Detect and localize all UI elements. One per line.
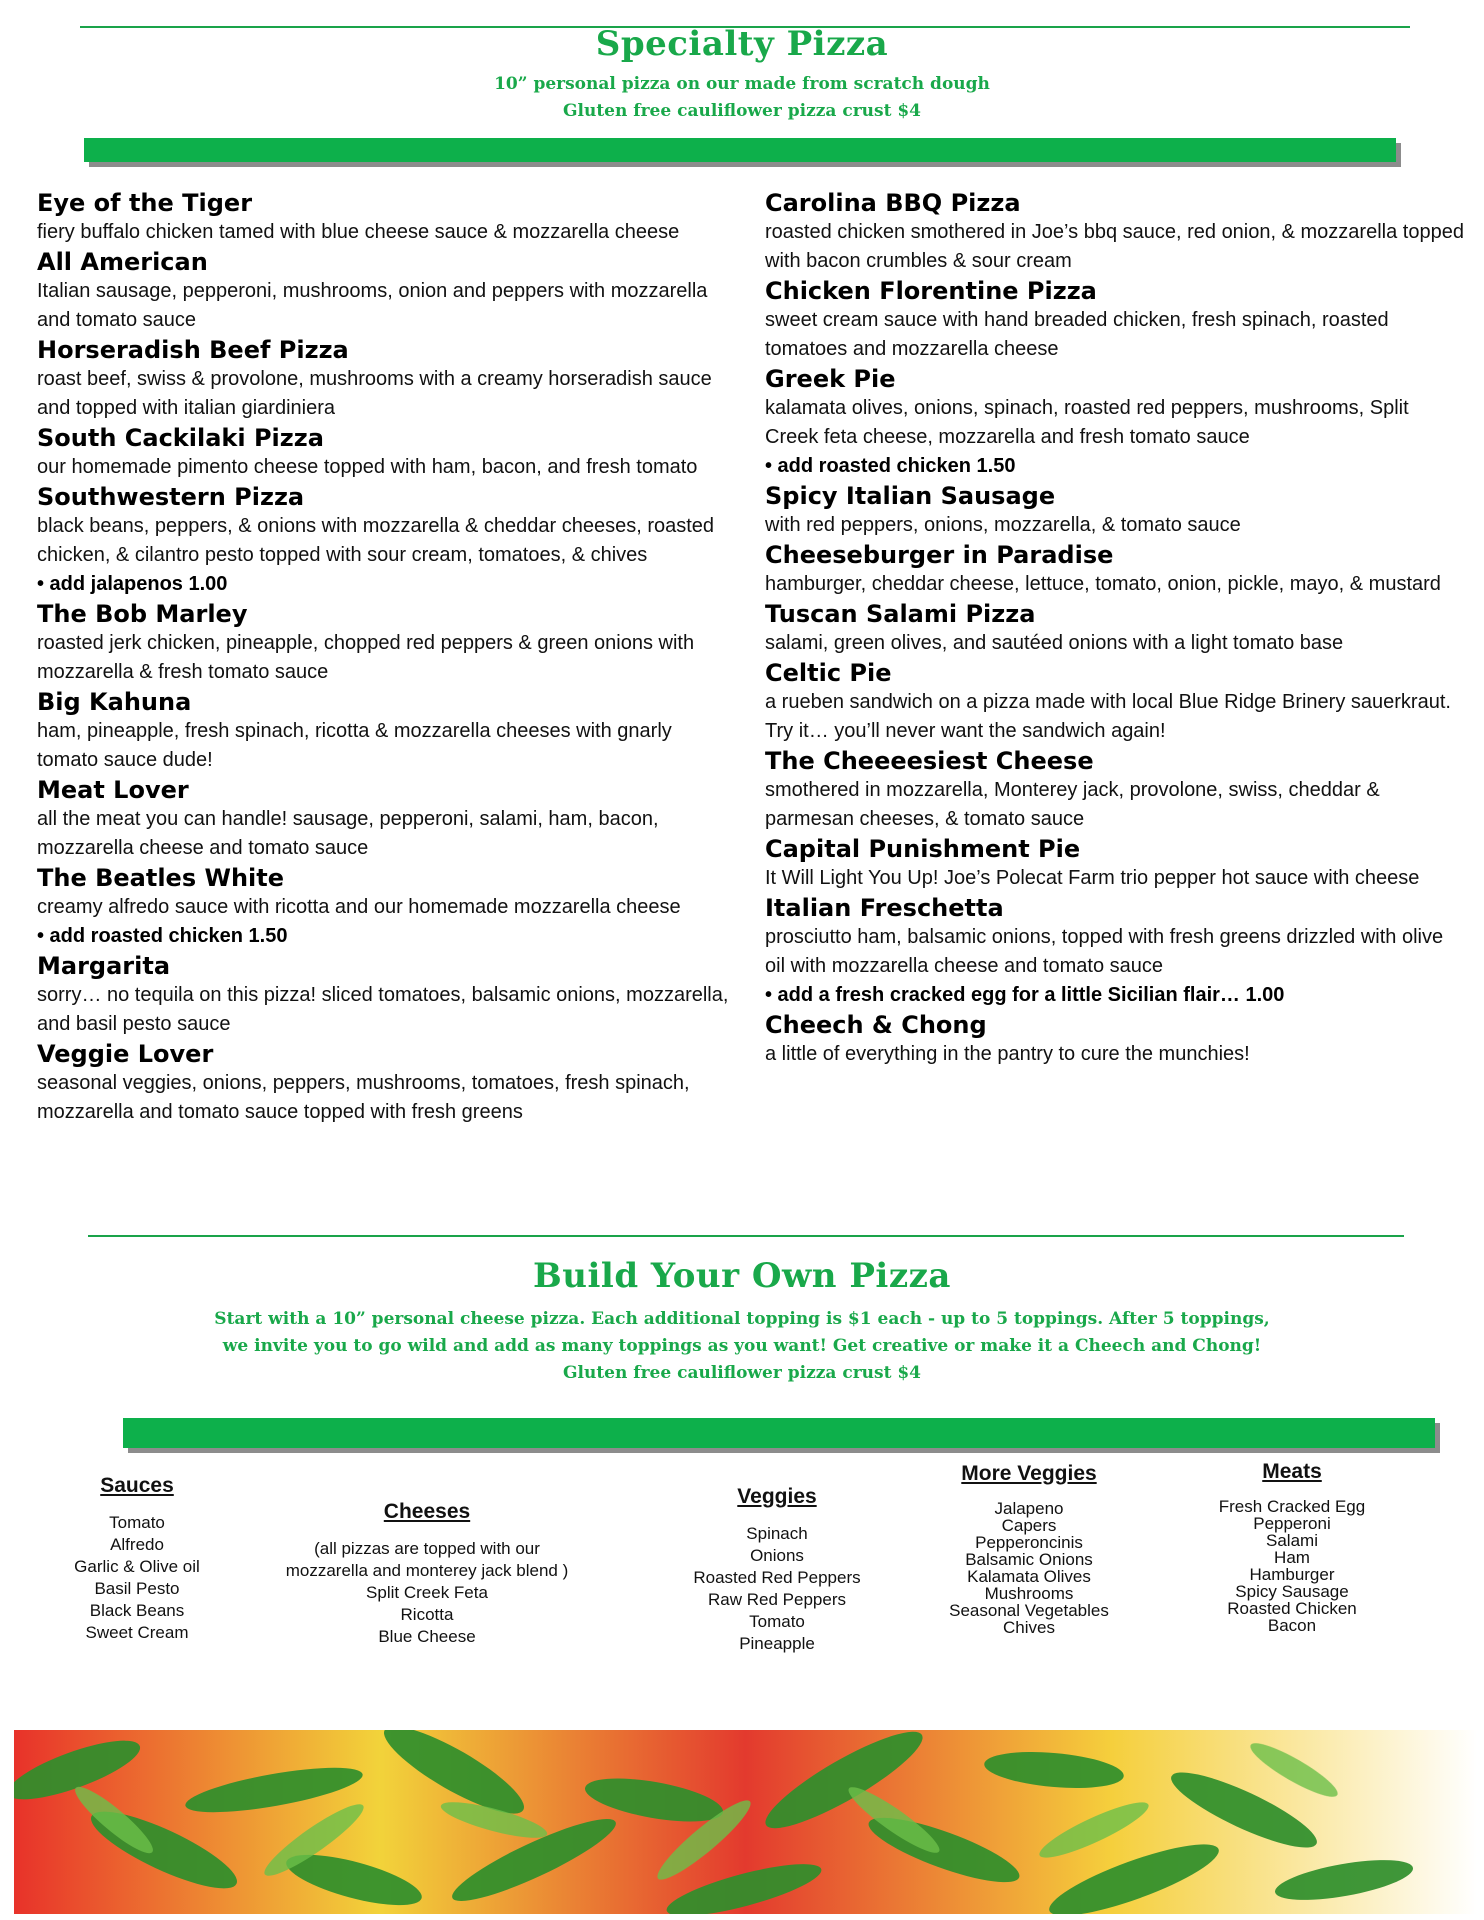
topping-item: Onions <box>750 1546 804 1565</box>
build-title: Build Your Own Pizza <box>533 1256 951 1296</box>
menu-item <box>765 276 1465 364</box>
topping-item: Jalapeno <box>994 1499 1064 1518</box>
topping-item: Spinach <box>746 1524 808 1543</box>
menu-item-name: Southwestern Pizza <box>37 483 305 511</box>
menu-item-name: The Cheeeesiest Cheese <box>765 747 1094 775</box>
menu-item <box>37 247 737 335</box>
menu-item-description: seasonal veggies, onions, peppers, mushrooms, tomatoes, fresh spinach, mozzarella and tomato sauce topped with fresh greens <box>37 1072 690 1123</box>
menu-item-name: Greek Pie <box>765 365 896 393</box>
menu-item-description: black beans, peppers, & onions with mozzarella & cheddar cheeses, roasted chicken, & cilantro pesto topped with sour cream, tomatoes, & chives <box>37 515 715 566</box>
topping-item: Kalamata Olives <box>967 1567 1091 1586</box>
menu-item <box>37 423 737 482</box>
topping-item: Roasted Chicken <box>1227 1599 1357 1618</box>
topping-item: Spicy Sausage <box>1235 1582 1349 1601</box>
topping-item: Pineapple <box>739 1634 815 1653</box>
menu-item <box>765 834 1465 893</box>
topping-item: Chives <box>1003 1618 1055 1637</box>
menu-item-description: roast beef, swiss & provolone, mushrooms with a creamy horseradish sauce and topped with italian giardiniera <box>37 368 712 419</box>
menu-item-description: roasted chicken smothered in Joe’s bbq sauce, red onion, & mozzarella topped with bacon crumbles & sour cream <box>765 221 1464 272</box>
menu-item-name: Big Kahuna <box>37 688 192 716</box>
topping-item: Garlic & Olive oil <box>74 1557 200 1576</box>
menu-item <box>765 599 1465 658</box>
menu-item-description: creamy alfredo sauce with ricotta and our homemade mozzarella cheese <box>37 896 681 918</box>
specialty-green-bar <box>84 138 1396 162</box>
menu-item-description: hamburger, cheddar cheese, lettuce, tomato, onion, pickle, mayo, & mustard <box>765 573 1441 595</box>
topping-item: Tomato <box>749 1612 805 1631</box>
menu-item <box>765 746 1465 834</box>
topping-item: Ham <box>1274 1548 1310 1567</box>
topping-item: Raw Red Peppers <box>708 1590 846 1609</box>
topping-item: Balsamic Onions <box>965 1550 1093 1569</box>
topping-item: Salami <box>1266 1531 1318 1550</box>
menu-item <box>37 188 737 247</box>
menu-item-description: Italian sausage, pepperoni, mushrooms, onion and peppers with mozzarella and tomato sauce <box>37 280 708 331</box>
topping-item: Black Beans <box>89 1601 185 1620</box>
menu-item-name: Veggie Lover <box>37 1040 214 1068</box>
menu-item-description: all the meat you can handle! sausage, pepperoni, salami, ham, bacon, mozzarella cheese and tomato sauce <box>37 808 659 859</box>
menu-item-name: Meat Lover <box>37 776 189 804</box>
topping-item: Blue Cheese <box>378 1627 476 1646</box>
topping-item: Tomato <box>109 1513 165 1532</box>
topping-item: Mushrooms <box>984 1584 1074 1603</box>
build-line-3: Gluten free cauliflower pizza crust $4 <box>562 1363 922 1383</box>
menu-item <box>37 863 737 951</box>
menu-item <box>37 599 737 687</box>
menu-item-name: Horseradish Beef Pizza <box>37 336 349 364</box>
menu-item-description: It Will Light You Up! Joe’s Polecat Farm trio pepper hot sauce with cheese <box>765 867 1420 889</box>
menu-item <box>37 687 737 775</box>
build-line-2: we invite you to go wild and add as many toppings as you want! Get creative or make it a Cheech and Chong! <box>222 1336 1262 1356</box>
menu-item-description: kalamata olives, onions, spinach, roasted red peppers, mushrooms, Split Creek feta cheese, mozzarella and fresh tomato sauce <box>765 397 1409 448</box>
menu-item <box>37 1039 737 1127</box>
menu-item-name: Margarita <box>37 952 171 980</box>
menu-item-name: Spicy Italian Sausage <box>765 482 1056 510</box>
menu-item-name: South Cackilaki Pizza <box>37 424 324 452</box>
toppings-meats <box>1187 1460 1397 1634</box>
menu-item <box>765 540 1465 599</box>
middle-rule <box>88 1235 1404 1237</box>
menu-item <box>37 482 737 599</box>
menu-item-addon: • add jalapenos 1.00 <box>37 573 228 595</box>
menu-item-name: Celtic Pie <box>765 659 892 687</box>
toppings-heading: More Veggies <box>961 1462 1097 1485</box>
topping-item: Pepperoncinis <box>975 1533 1083 1552</box>
menu-item-name: The Bob Marley <box>37 600 248 628</box>
menu-item <box>765 1010 1465 1069</box>
menu-item-name: Chicken Florentine Pizza <box>765 277 1097 305</box>
pizza-photo <box>14 1730 1477 1914</box>
menu-item <box>765 188 1465 276</box>
topping-item: mozzarella and monterey jack blend ) <box>285 1561 569 1580</box>
topping-item: Seasonal Vegetables <box>949 1601 1109 1620</box>
toppings-heading: Veggies <box>737 1485 817 1508</box>
menu-item-description: with red peppers, onions, mozzarella, & tomato sauce <box>765 514 1241 536</box>
menu-item-description: a rueben sandwich on a pizza made with local Blue Ridge Brinery sauerkraut. Try it… you’ll never want the sandwich again! <box>765 691 1451 742</box>
menu-item-name: The Beatles White <box>37 864 285 892</box>
menu-item-name: Cheech & Chong <box>765 1011 987 1039</box>
topping-item: Pepperoni <box>1253 1514 1331 1533</box>
toppings-cheeses <box>262 1500 592 1648</box>
menu-right-column <box>765 188 1465 1069</box>
menu-item <box>765 364 1465 481</box>
menu-item-name: Tuscan Salami Pizza <box>765 600 1036 628</box>
menu-item-addon: • add roasted chicken 1.50 <box>37 925 288 947</box>
toppings-heading: Sauces <box>100 1474 174 1497</box>
toppings-heading: Meats <box>1262 1460 1322 1483</box>
pizza-greens-illustration <box>14 1730 1477 1914</box>
menu-item <box>765 481 1465 540</box>
menu-item-description: roasted jerk chicken, pineapple, chopped red peppers & green onions with mozzarella & fresh tomato sauce <box>37 632 695 683</box>
menu-item-description: prosciutto ham, balsamic onions, topped with fresh greens drizzled with olive oil with mozzarella cheese and tomato sauce <box>765 926 1444 977</box>
menu-item-addon: • add roasted chicken 1.50 <box>765 455 1016 477</box>
topping-item: Sweet Cream <box>85 1623 189 1642</box>
topping-item: Hamburger <box>1249 1565 1335 1584</box>
menu-item-name: Carolina BBQ Pizza <box>765 189 1021 217</box>
menu-left-column <box>37 188 737 1127</box>
topping-item: Ricotta <box>400 1605 454 1624</box>
menu-item-name: Capital Punishment Pie <box>765 835 1081 863</box>
menu-item-description: ham, pineapple, fresh spinach, ricotta & mozzarella cheeses with gnarly tomato sauce dude! <box>37 720 672 771</box>
topping-item: Capers <box>1001 1516 1057 1535</box>
menu-item-name: Cheeseburger in Paradise <box>765 541 1114 569</box>
menu-item <box>765 893 1465 1010</box>
specialty-title: Specialty Pizza <box>595 24 889 64</box>
menu-item-description: salami, green olives, and sautéed onions with a light tomato base <box>765 632 1344 654</box>
menu-item-description: our homemade pimento cheese topped with ham, bacon, and fresh tomato <box>37 456 698 478</box>
menu-item-description: sweet cream sauce with hand breaded chicken, fresh spinach, roasted tomatoes and mozzarella cheese <box>765 309 1389 360</box>
menu-item-description: sorry… no tequila on this pizza! sliced tomatoes, balsamic onions, mozzarella, and basil pesto sauce <box>37 984 729 1035</box>
menu-item <box>765 658 1465 746</box>
menu-item-addon: • add a fresh cracked egg for a little Sicilian flair… 1.00 <box>765 984 1285 1006</box>
menu-item-description: fiery buffalo chicken tamed with blue cheese sauce & mozzarella cheese <box>37 221 680 243</box>
specialty-subtitle-1: 10” personal pizza on our made from scratch dough <box>494 74 990 94</box>
topping-item: Roasted Red Peppers <box>693 1568 861 1587</box>
build-green-bar <box>123 1418 1435 1448</box>
build-line-1: Start with a 10” personal cheese pizza. Each additional topping is $1 each - up to 5 toppings. After 5 toppings, <box>214 1309 1270 1329</box>
toppings-veggies <box>672 1485 882 1655</box>
topping-item: Alfredo <box>110 1535 164 1554</box>
menu-item <box>37 951 737 1039</box>
topping-item: Fresh Cracked Egg <box>1218 1497 1366 1516</box>
toppings-heading: Cheeses <box>383 1500 471 1523</box>
specialty-subtitle-2: Gluten free cauliflower pizza crust $4 <box>562 101 922 121</box>
topping-item: Basil Pesto <box>94 1579 180 1598</box>
menu-item-name: Eye of the Tiger <box>37 189 253 217</box>
topping-item: Bacon <box>1267 1616 1317 1635</box>
menu-item <box>37 335 737 423</box>
topping-item: Split Creek Feta <box>366 1583 488 1602</box>
toppings-sauces <box>37 1474 237 1644</box>
menu-item-name: Italian Freschetta <box>765 894 1004 922</box>
menu-item-name: All American <box>37 248 208 276</box>
topping-item: (all pizzas are topped with our <box>314 1539 540 1558</box>
menu-item-description: a little of everything in the pantry to cure the munchies! <box>765 1043 1250 1065</box>
toppings-more-veggies <box>924 1462 1134 1636</box>
menu-item-description: smothered in mozzarella, Monterey jack, provolone, swiss, cheddar & parmesan cheeses, & tomato sauce <box>765 779 1380 830</box>
menu-item <box>37 775 737 863</box>
